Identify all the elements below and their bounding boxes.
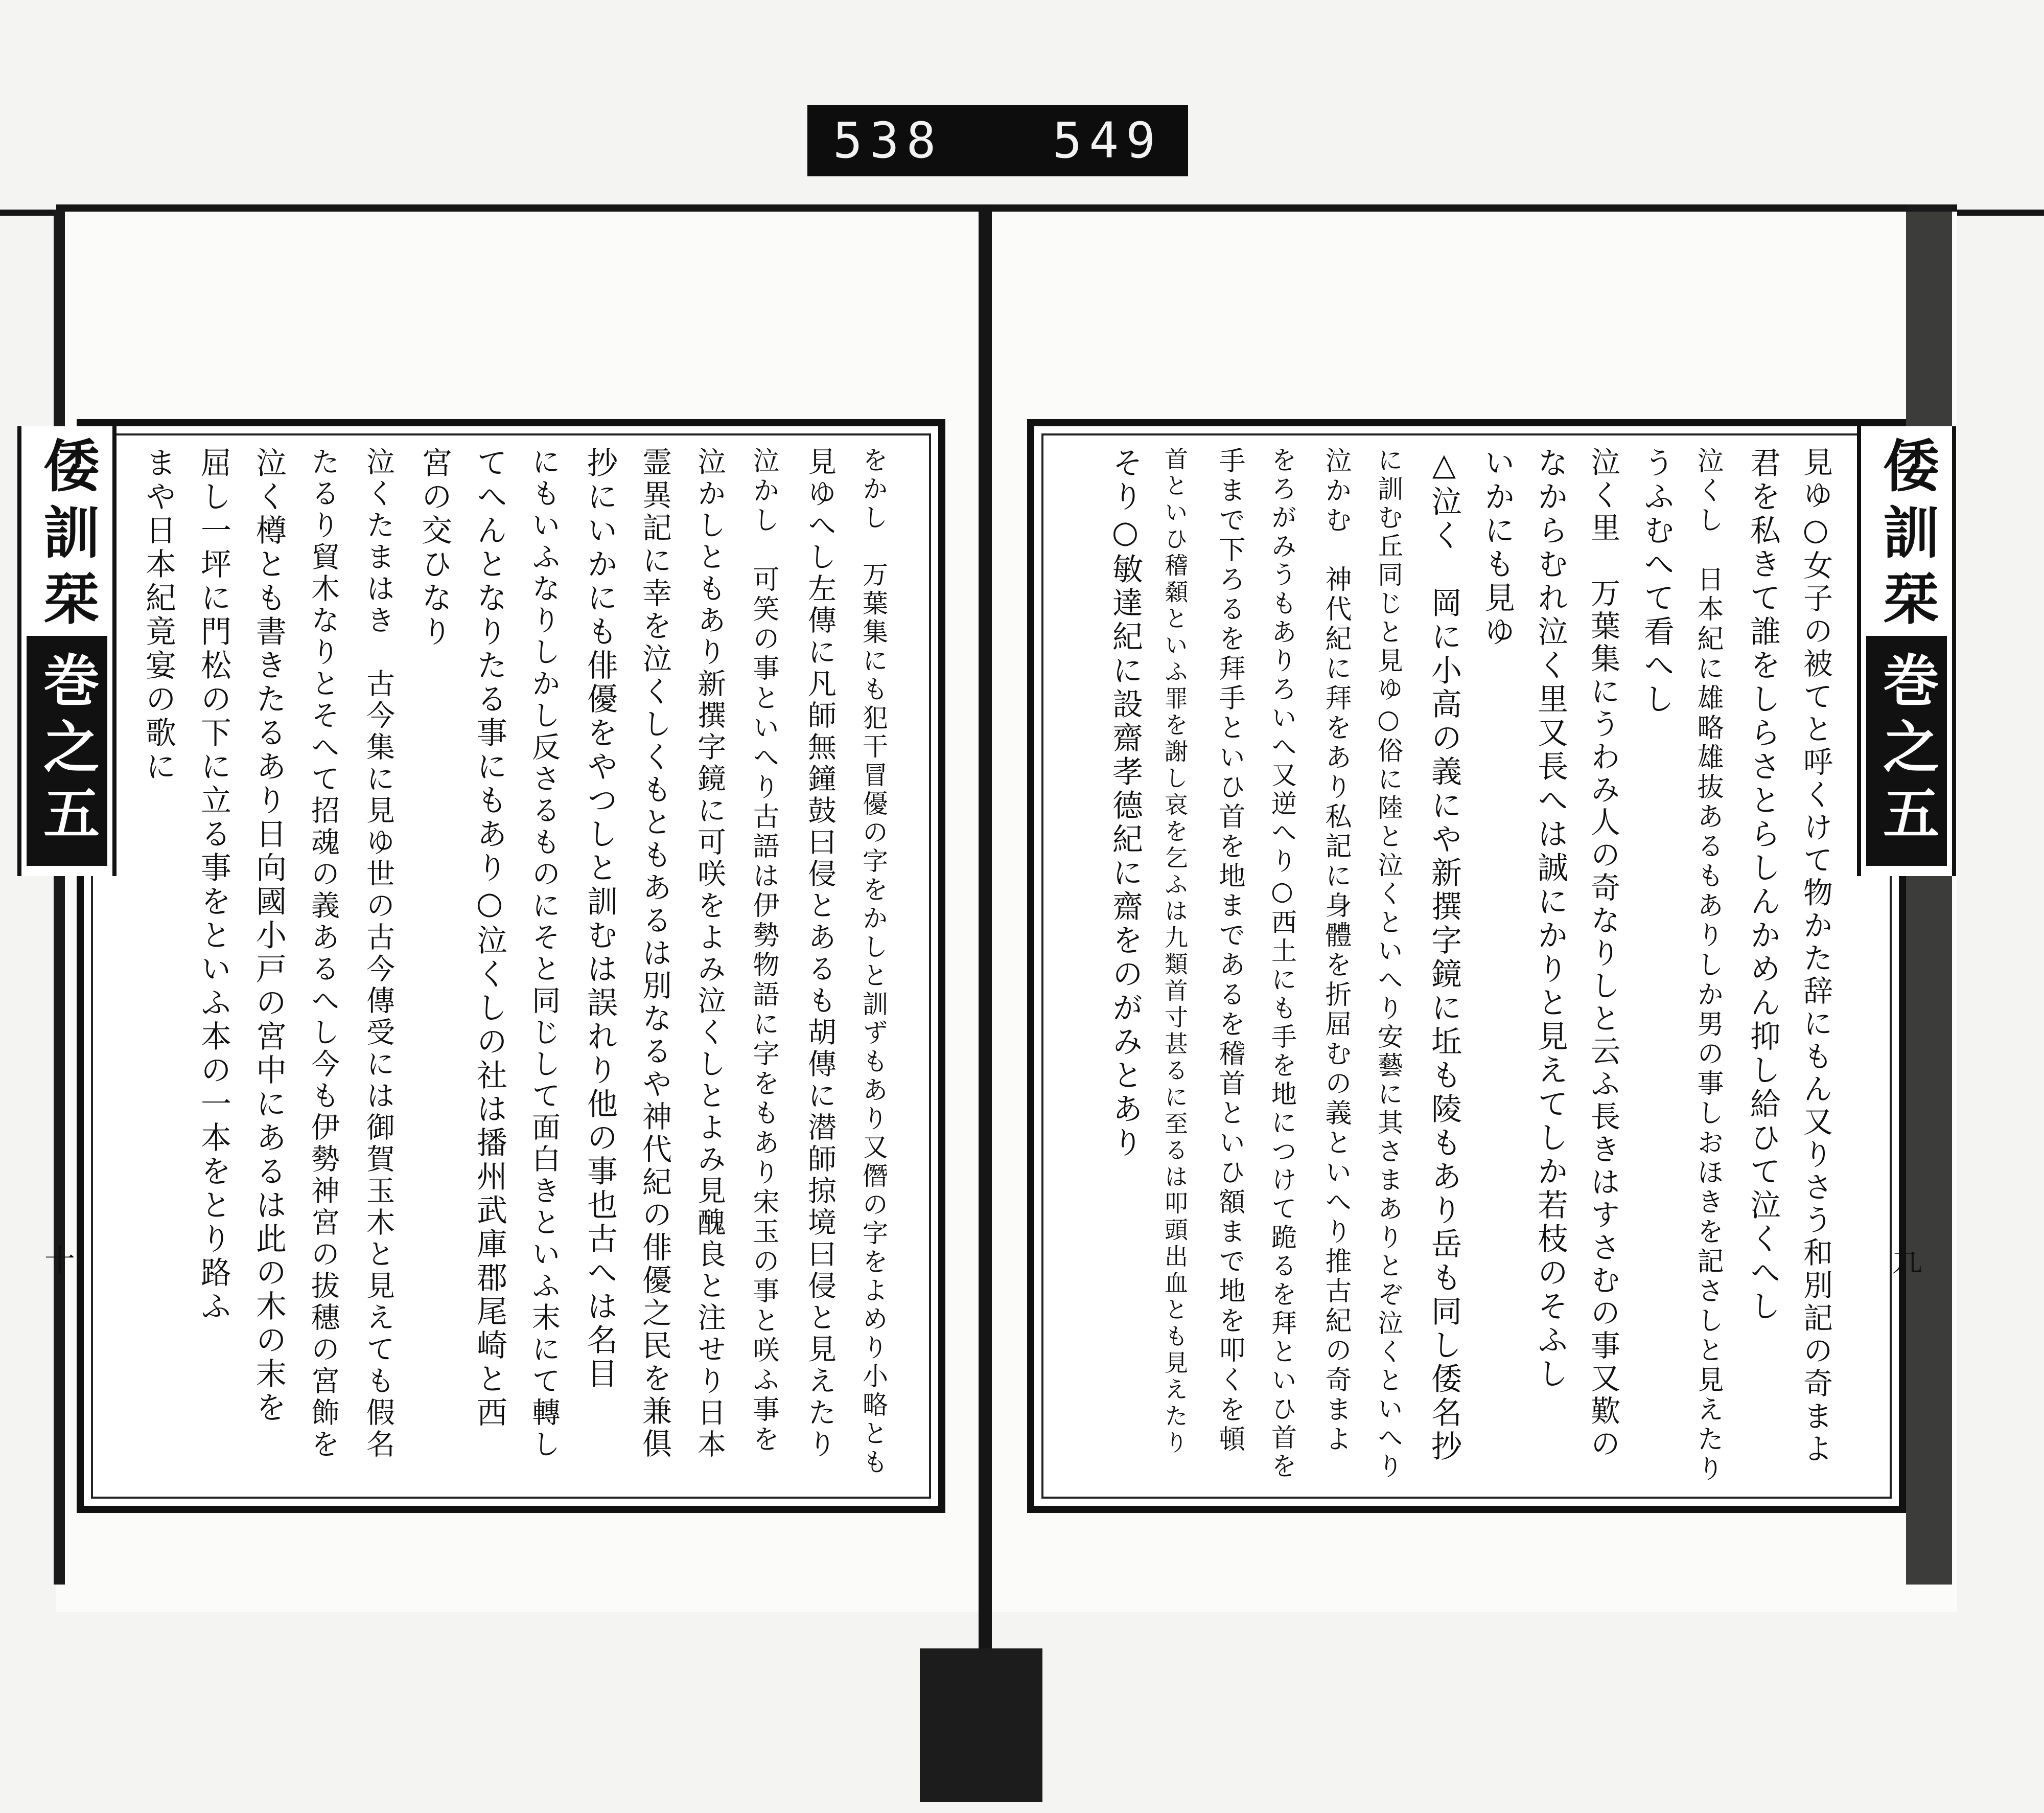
left-page-volume: 巻之五 <box>27 636 107 866</box>
text-column: をろがみうもありろいへ又逆へり○西土にも手を地につけて跪るを拜といひ首を <box>1267 447 1297 1481</box>
text-column: 抄にいかにも俳優をやつしと訓むは誤れり他の事也古へは名目 <box>582 447 618 1391</box>
book-edge-right <box>1906 204 1952 1585</box>
rail-right <box>1957 210 2044 216</box>
text-column: 屈し一坪に門松の下に立る事をといふ本の一本をとり路ふ <box>196 447 231 1324</box>
left-page-title-band <box>17 426 117 876</box>
text-column: なからむれ泣く里又長へは誠にかりと見えてしか若枝のそふし <box>1532 447 1568 1391</box>
text-column: たるり貿木なりとそへて招魂の義あるへし今も伊勢神宮の拔穗の宮飾を <box>307 447 340 1461</box>
rail-left <box>0 210 56 216</box>
text-column: 見ゆ○女子の被てと呼くけて物かた辞にもん又りさう和別記の奇まよ <box>1798 447 1833 1466</box>
text-column: うふむへて看へし <box>1639 447 1675 717</box>
text-column: 泣かし 可笑の事といへり古語は伊勢物語に字をもあり宋玉の事と咲ふ事を <box>748 447 779 1455</box>
left-page <box>34 419 945 1513</box>
left-page-title: 倭訓栞 <box>34 437 100 636</box>
text-column: 見ゆへし左傳に凡師無鐘鼓曰侵とあるも胡傳に潜師掠境曰侵と見えたり <box>803 447 837 1461</box>
accession-number-left: 538 <box>833 112 943 169</box>
right-page-volume: 巻之五 <box>1866 636 1947 866</box>
text-column: てへんとなりたる事にもあり○泣くしの社は播州武庫郡尾崎と西 <box>472 447 507 1430</box>
text-column: △泣く 岡に小高の義にや新撰字鏡に坵も陵もあり岳も同し倭名抄 <box>1426 447 1462 1464</box>
text-column: 泣かむ 神代紀に拜をあり私記に身體を折屈むの義といへり推古紀の奇まよ <box>1320 447 1351 1455</box>
accession-label <box>807 105 1188 176</box>
book-edge-left <box>54 210 65 1585</box>
text-column: いかにも見ゆ <box>1479 447 1515 649</box>
right-page-title-band <box>1857 426 1956 876</box>
text-column: 泣くたまはき 古今集に見ゆ世の古今傳受には御賀玉木と見えても假名 <box>362 447 395 1461</box>
right-page-title: 倭訓栞 <box>1874 437 1940 636</box>
text-column: 首といひ稽顙といふ罪を謝し哀を乞ふは九類首寸甚るに至るは叩頭出血とも見えたり <box>1161 447 1189 1457</box>
left-page-folio: 十 <box>39 1244 75 1275</box>
text-column: に訓む丘同じと見ゆ○俗に陸と泣くといへり安藝に其さまありとぞ泣くといへり <box>1374 447 1403 1481</box>
text-column: 君を私きて誰をしらさとらしんかめん抑し給ひて泣くへし <box>1745 447 1781 1324</box>
text-column: 手まで下ろるを拜手といひ首を地まであるを稽首といひ額まで地を叩くを頓 <box>1214 447 1245 1455</box>
spine-clamp <box>920 1648 1042 1802</box>
text-column: にもいふなりしかし反さるものにそと同じして面白きといふ末にて轉し <box>527 447 561 1461</box>
text-column: 泣くし 日本紀に雄略雄抜あるもありしか男の事しおほきを記さしと見えたり <box>1692 447 1723 1484</box>
text-column: 泣く里 万葉集にうわみ人の奇なりしと云ふ長きはすさむの事又歎の <box>1586 447 1620 1461</box>
text-column: 泣かしともあり新撰字鏡に可咲をよみ泣くしとよみ見醜良と注せり日本 <box>693 447 726 1461</box>
accession-number-right: 549 <box>1052 112 1163 169</box>
book-spine <box>979 204 992 1799</box>
text-column: まや日本紀竟宴の歌に <box>141 447 176 784</box>
text-column: 泣く樽とも書きたるあり日向國小戸の宮中にあるは此の木の末を <box>251 447 287 1425</box>
text-column: 霊異記に幸を泣くしくもともあるは別なるや神代紀の俳優之民を兼俱 <box>637 447 672 1461</box>
text-column: そり○敏達紀に設齋孝德紀に齋をのがみとあり <box>1107 447 1143 1160</box>
right-page-folio: 九 <box>1887 1244 1922 1275</box>
text-column: をかし 万葉集にも犯干冒優の字をかしと訓ずもあり又僭の字をよめり小略とも <box>858 447 888 1477</box>
right-page <box>1027 419 1940 1513</box>
text-column: 宮の交ひなり <box>416 447 452 649</box>
